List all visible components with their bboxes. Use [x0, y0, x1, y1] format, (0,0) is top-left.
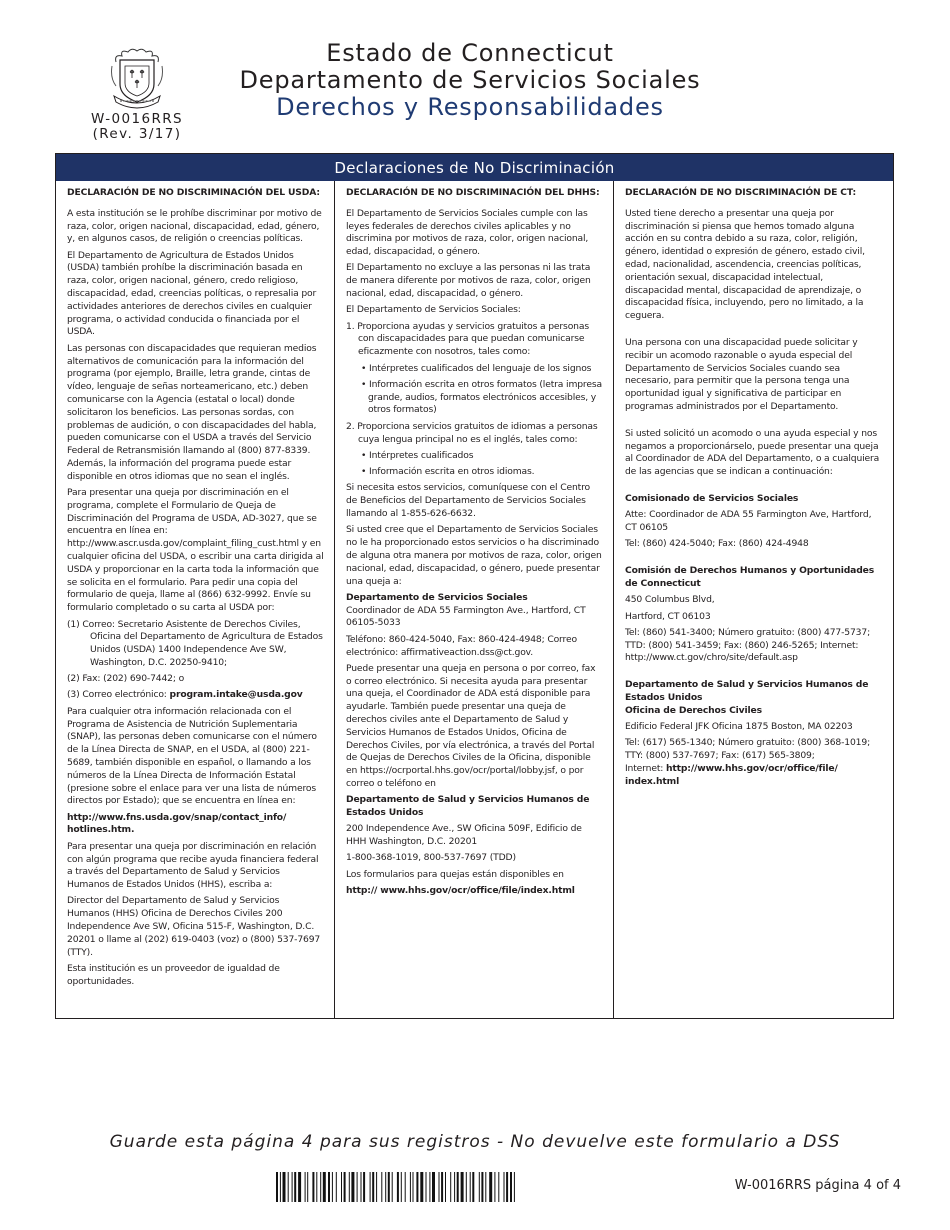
dss-agency-address: Coordinador de ADA 55 Farmington Ave., Hartford, CT 06105-5033	[346, 604, 586, 629]
department-title: Departamento de Servicios Sociales	[239, 66, 701, 94]
usda-column	[56, 181, 335, 1018]
dhhs-list-item: 2. Proporciona servicios gratuitos de idiomas a personas cuya lengua principal no es el inglés, tales como:	[346, 420, 598, 445]
dhhs-bullet: • Información escrita en otros idiomas.	[361, 466, 535, 478]
ct-agency-contact: Tel: (860) 424-5040; Fax: (860) 424-4948	[625, 538, 809, 550]
section-title: Declaraciones de No Discriminación	[56, 154, 893, 181]
form-revision: (Rev. 3/17)	[92, 126, 182, 142]
dss-agency-name: Departamento de Servicios Sociales	[346, 591, 528, 603]
ct-column	[614, 181, 893, 1018]
form-code: W-0016RRS	[91, 111, 183, 127]
ct-heading: DECLARACIÓN DE NO DISCRIMINACIÓN DE CT:	[625, 187, 857, 198]
hhs-complaint-forms-link[interactable]: http:// www.hhs.gov/ocr/office/file/index.html	[346, 885, 575, 897]
statements-table	[55, 153, 894, 1019]
usda-paragraph: El Departamento de Agricultura de Estados Unidos (USDA) también prohíbe la discriminación basada en raza, color, origen nacional, género, credo religioso, discapacidad, edad, creencias políticas, o represalia por actividades anteriores de derechos civiles en cualquier programa, o actividad conducida o financiada por el USDA.	[67, 249, 317, 338]
dhhs-heading: DECLARACIÓN DE NO DISCRIMINACIÓN DEL DHHS:	[346, 187, 600, 198]
dhhs-paragraph: Si necesita estos servicios, comuníquese con el Centro de Beneficios del Departamento de Servicios Sociales llamando al 1-855-626-6632.	[346, 482, 591, 520]
ct-paragraph: Si usted solicitó un acomodo o una ayuda especial y nos negamos a proporcionárselo, puede presentar una queja al Coordinador de ADA del Departamento, o a cualquiera de las agencias que se indican a continuación:	[625, 427, 880, 478]
usda-paragraph: Director del Departamento de Salud y Servicios Humanos (HHS) Oficina de Derechos Civiles 200 Independence Ave SW, Oficina 515-F, Washington, D.C. 20201 o llame al (202) 619-0403 (voz) o (800) 537-7697 (TTY).	[67, 895, 321, 958]
dhhs-bullet: • Intérpretes cualificados del lenguaje de los signos	[361, 362, 592, 374]
footer-notice: Guarde esta página 4 para sus registros - No devuelve este formulario a DSS	[109, 1132, 841, 1152]
usda-fax-option: (2) Fax: (202) 690-7442; o	[67, 673, 185, 685]
usda-paragraph: Las personas con discapacidades que requieran medios alternativos de comunicación para la información del programa (por ejemplo, Braille, letra grande, cintas de vídeo, lenguaje de señas norteamericano, etc.) deben comunicarse con la Agencia (estatal o local) donde solicitaron los beneficios. Las personas sordas, con problemas de audición, o con discapacidades del habla, pueden comunicarse con el USDA a través del Servicio Federal de Retransmisión llamando al (800) 877-8339. Además, la información del programa puede estar disponible en otros idiomas que no sean el inglés.	[67, 342, 317, 482]
ct-paragraph: Una persona con una discapacidad puede solicitar y recibir un acomodo razonable o ayuda especial del Departamento de Servicios Sociales cuando sea necesario, para permitir que la persona tenga una oportunidad igual y significativa de participar en programas administrados por el Departamento.	[625, 336, 858, 412]
ct-agency-address: 450 Columbus Blvd,	[625, 594, 715, 606]
hhs-agency-phone: 1-800-368-1019, 800-537-7697 (TDD)	[346, 852, 516, 864]
dhhs-paragraph: Los formularios para quejas están disponibles en	[346, 868, 564, 880]
dhhs-paragraph: Si usted cree que el Departamento de Servicios Sociales no le ha proporcionado estos servicios o ha discriminado de alguna otra manera por motivos de raza, color, origen nacional, edad, discapacidad, o género, puede presentar una queja a:	[346, 524, 602, 587]
usda-paragraph: Para presentar una queja por discriminación en el programa, complete el Formulario de Queja de Discriminación del Programa de USDA, AD-3027, que se encuentra en línea en: http://www.ascr.usda.gov/complaint_filing_cust.html y en cualquier oficina del USDA, o escribir una carta dirigida al USDA y proporcionar en la carta toda la información que se solicita en el formulario. Para pedir una copia del formulario de queja, llame al (866) 632-9992. Envíe su formulario completado o su carta al USDA por:	[67, 487, 324, 614]
ct-internet-link[interactable]: http://www.hhs.gov/ocr/office/file/ index.html	[625, 762, 838, 787]
usda-email-link[interactable]: program.intake@usda.gov	[169, 689, 303, 701]
document-header	[210, 40, 730, 121]
ct-agency-contact: Tel: (860) 541-3400; Número gratuito: (800) 477-5737; TTD: (800) 541-3459; Fax: (860) 246-5265; Internet: http://www.ct.gov/chro/site/default.asp	[625, 626, 871, 664]
ct-agency-name: Comisionado de Servicios Sociales	[625, 492, 799, 504]
ct-agency-office: Oficina de Derechos Civiles	[625, 704, 762, 716]
snap-hotlines-link[interactable]: http://www.fns.usda.gov/snap/contact_info/ hotlines.htm.	[67, 811, 287, 836]
ct-agency-address: Atte: Coordinador de ADA 55 Farmington Ave, Hartford, CT 06105	[625, 509, 872, 534]
ct-agency-address: Hartford, CT 06103	[625, 610, 711, 622]
ct-agency-contact	[625, 737, 883, 788]
usda-paragraph: Esta institución es un proveedor de igualdad de oportunidades.	[67, 962, 280, 987]
usda-paragraph: A esta institución se le prohíbe discriminar por motivo de raza, color, origen nacional, discapacidad, edad, género, y, en algunos casos, de religión o creencias políticas.	[67, 207, 322, 245]
ct-paragraph: Usted tiene derecho a presentar una queja por discriminación si piensa que hemos tomado alguna acción en su contra debido a su raza, color, religión, género, identidad o expresión de género, estado civil, edad, nacionalidad, ascendencia, creencias políticas, orientación sexual, discapacidad intelectual, discapacidad mental, discapacidad de aprendizaje, o discapacidad física, incluyendo, pero no limitado, a la ceguera.	[625, 207, 865, 322]
usda-email-option	[67, 689, 324, 702]
page-number: W-0016RRS página 4 of 4	[734, 1178, 901, 1193]
hhs-agency-name: Departamento de Salud y Servicios Humanos de Estados Unidos	[346, 794, 590, 819]
dhhs-paragraph: Puede presentar una queja en persona o por correo, fax o correo electrónico. Si necesita ayuda para presentar una queja, el Coordinador de ADA está disponible para ayudarle. También puede presentar una queja de derechos civiles ante el Departamento de Salud y Servicios Humanos de Estados Unidos, Oficina de Derechos Civiles, por vía electrónica, a través del Portal de Quejas de Derechos Civiles de la Oficina, disponible en https://ocrportal.hhs.gov/ocr/portal/lobby.jsf, o por correo o teléfono en	[346, 662, 596, 789]
state-title: Estado de Connecticut	[326, 39, 614, 67]
dhhs-paragraph: El Departamento de Servicios Sociales:	[346, 304, 521, 316]
dhhs-paragraph: El Departamento no excluye a las personas ni las trata de manera diferente por motivos de raza, color, origen nacional, edad, discapacidad, o género.	[346, 262, 591, 300]
ct-agency-name: Comisión de Derechos Humanos y Oportunidades de Connecticut	[625, 565, 875, 589]
ct-agency-address: Edificio Federal JFK Oficina 1875 Boston, MA 02203	[625, 721, 853, 733]
dhhs-column	[335, 181, 614, 1018]
hhs-agency-address: 200 Independence Ave., SW Oficina 509F, Edificio de HHH Washington, D.C. 20201	[346, 823, 582, 848]
ct-agency-name: Departamento de Salud y Servicios Humanos de Estados Unidos	[625, 679, 869, 703]
document-subtitle: Derechos y Responsabilidades	[276, 93, 664, 121]
usda-paragraph: Para cualquier otra información relacionada con el Programa de Asistencia de Nutrición Suplementaria (SNAP), las personas deben comunicarse con el número de la Línea Directa de SNAP, en el USDA, al (800) 221-5689, también disponible en español, o llamando a los números de la Línea Directa de Información Estatal (presione sobre el enlace para ver una lista de números directos por Estado); que se encuentra en línea en:	[67, 705, 317, 807]
usda-mail-option: (1) Correo: Secretario Asistente de Derechos Civiles, Oficina del Departamento de Agricultura de Estados Unidos (USDA) 1400 Independence Ave SW, Washington, D.C. 20250-9410;	[67, 618, 323, 668]
dhhs-paragraph: El Departamento de Servicios Sociales cumple con las leyes federales de derechos civiles aplicables y no discrimina por motivos de raza, color, origen nacional, edad, discapacidad, o género.	[346, 207, 589, 258]
dss-agency-contact: Teléfono: 860-424-5040, Fax: 860-424-4948; Correo electrónico: affirmativeaction.dss@ct.gov.	[346, 633, 577, 658]
state-seal-icon	[108, 44, 166, 112]
form-identifier	[82, 112, 192, 142]
ct-internet-label: Internet:	[625, 762, 666, 774]
dhhs-bullet: • Información escrita en otros formatos (letra impresa grande, audios, formatos electrónicos accesibles, y otros formatos)	[361, 378, 602, 416]
dhhs-list-item: 1. Proporciona ayudas y servicios gratuitos a personas con discapacidades para que puedan comunicarse eficazmente con nosotros, tales como:	[346, 320, 589, 358]
ct-agency-contact-text: Tel: (617) 565-1340; Número gratuito: (800) 368-1019; TTY: (800) 537-7697; Fax: (617) 565-3809;	[625, 737, 871, 762]
barcode-icon	[276, 1172, 666, 1202]
dhhs-bullet: • Intérpretes cualificados	[361, 449, 474, 461]
usda-paragraph: Para presentar una queja por discriminación en relación con algún programa que recibe ayuda financiera federal a través del Departamento de Salud y Servicios Humanos de Estados Unidos (HHS), escriba a:	[67, 840, 319, 891]
usda-heading: DECLARACIÓN DE NO DISCRIMINACIÓN DEL USDA:	[67, 187, 320, 198]
usda-email-label: (3) Correo electrónico:	[67, 689, 170, 701]
